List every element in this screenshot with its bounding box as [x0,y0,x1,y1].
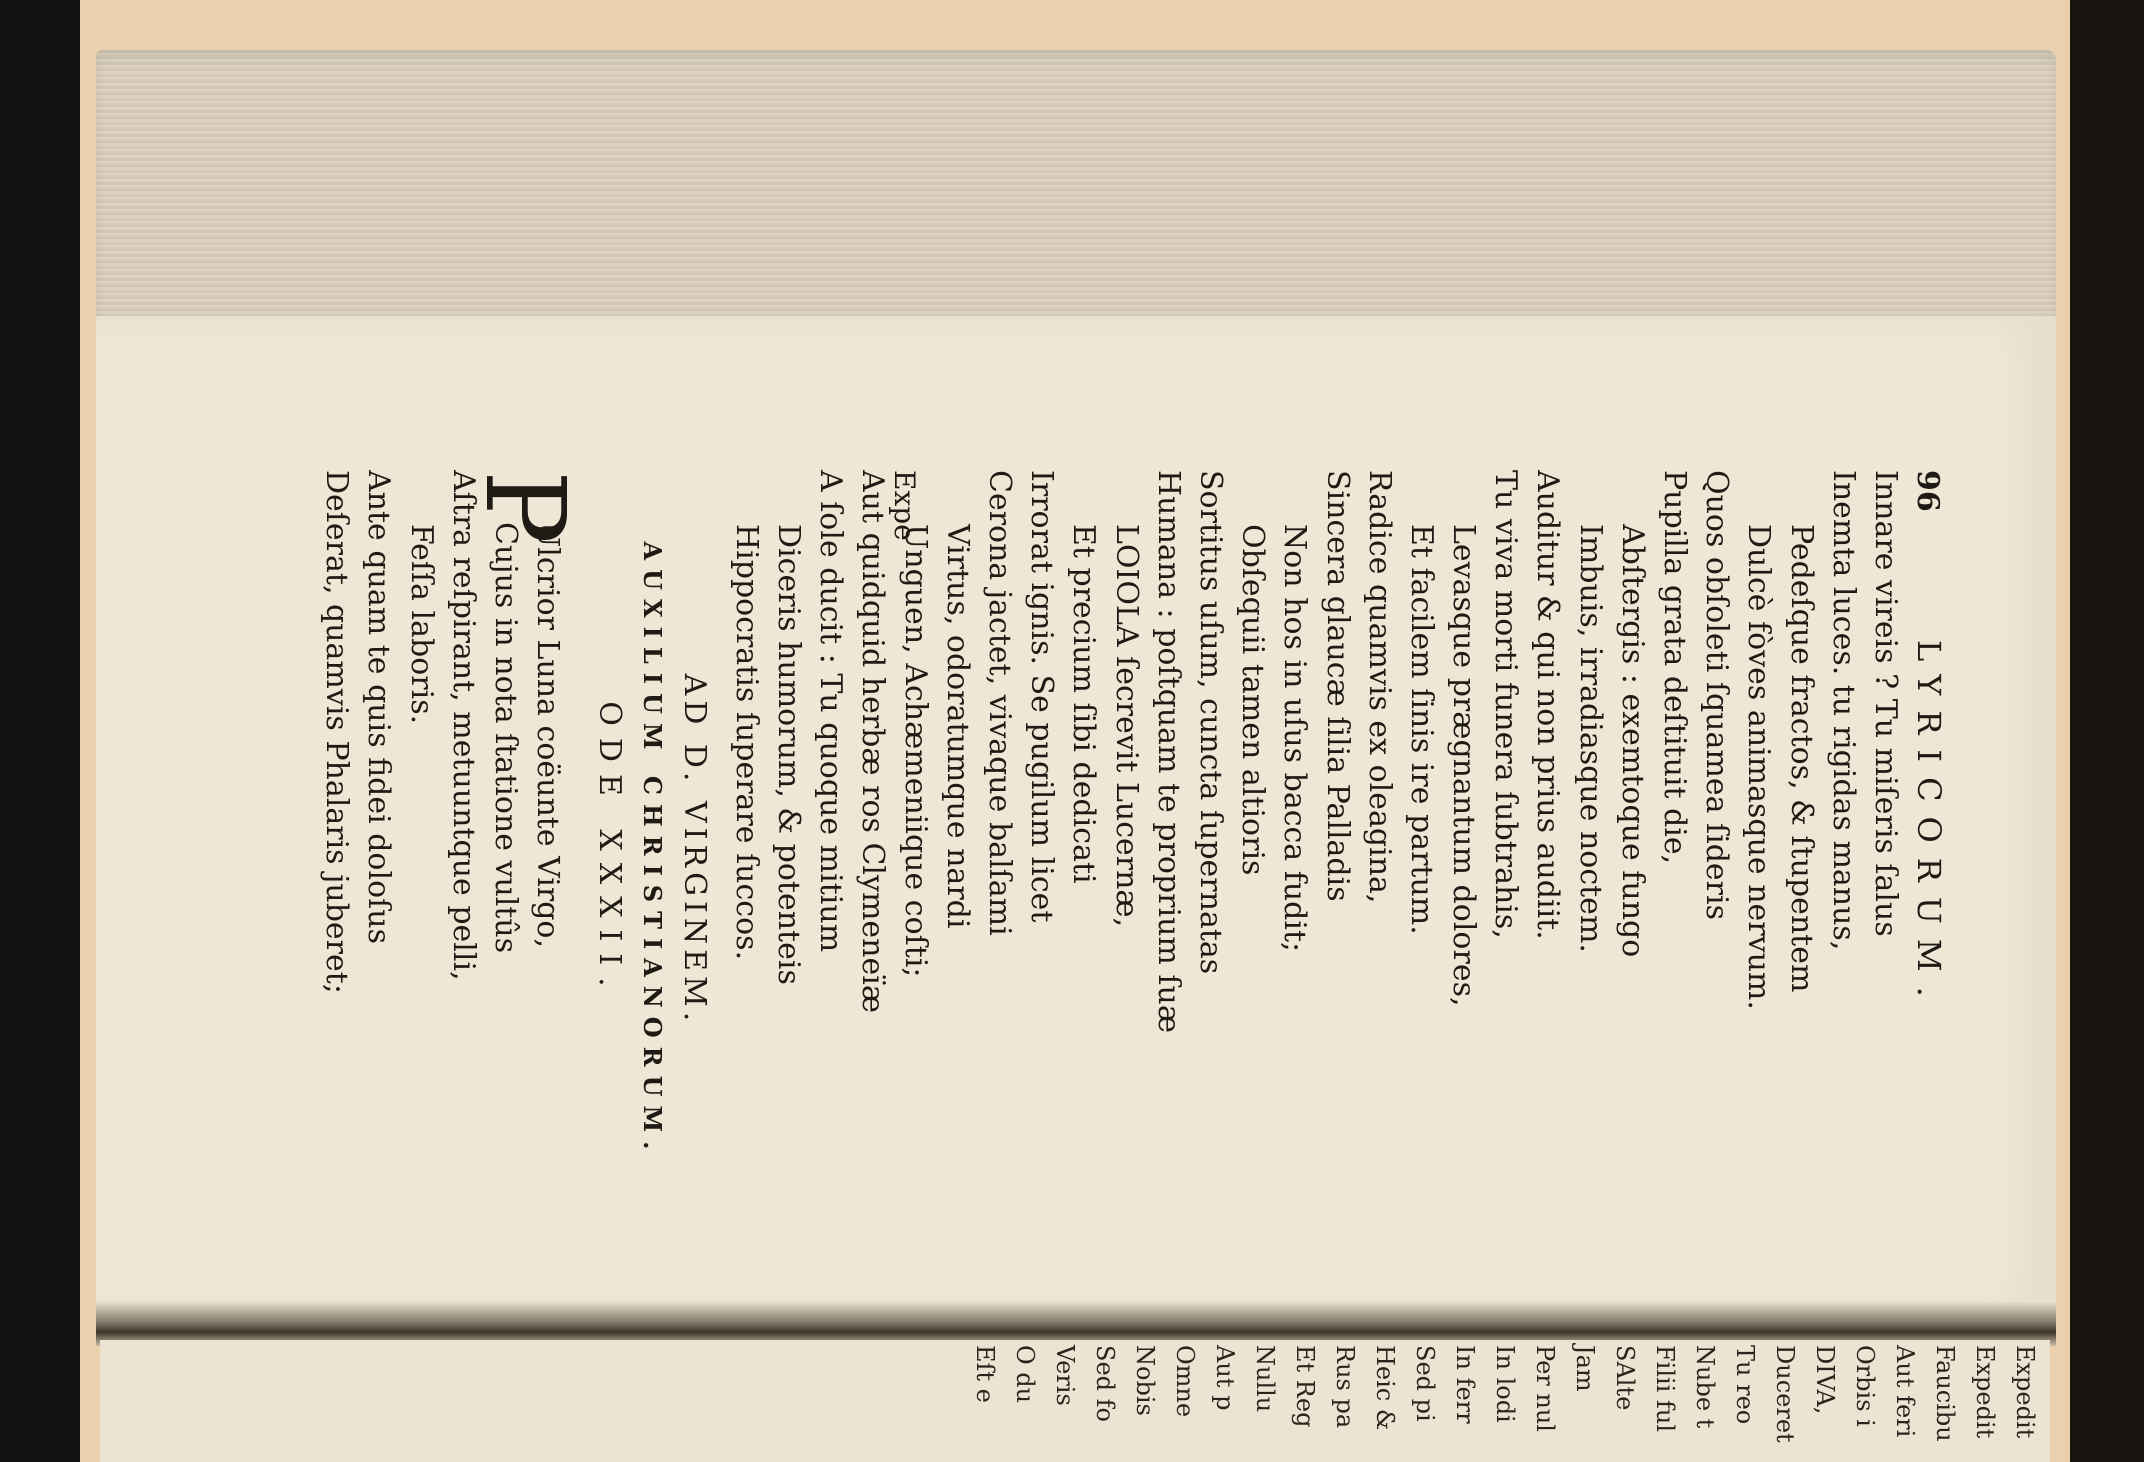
facing-line: Tu reo [1731,1345,1759,1425]
poem-line: Virtus, odoratumque nardi [939,524,975,929]
poem-line: Levasque prægnantum dolores, [1446,524,1482,1007]
ode-line: Deſerat, quamvis Phalaris juberet; [319,470,355,994]
ode-line: Ante quam te quis fidei doloſus [361,470,397,944]
catchword: Expe [888,470,921,541]
poem-line: Imbuis, irradiasque noctem. [1572,524,1608,953]
facing-line: Sed fo [1091,1345,1119,1422]
ode-line: Feſſa laboris. [403,524,439,725]
facing-line: Per nul [1531,1345,1559,1432]
facing-line: Filii ful [1651,1345,1679,1432]
poem-line: Unguen, Achæmeniique coſti; [897,524,933,978]
background-dark-edge [2070,0,2144,1462]
poem-line: LOIOLA ſecrevit Lucernæ, [1108,524,1144,928]
ode-line: Cujus in nota ſtatione vultûs [488,522,523,954]
poem-line: Inemta luces. tu rigidas manus, [1825,470,1861,951]
drop-cap: P [461,470,590,545]
poem-stanzas [725,470,1906,1230]
ode-line: Aſtra reſpirant, metuuntque pelli, [445,470,481,981]
poem-line: Pedeſque fractos, & ſtupentem [1783,524,1819,993]
ode-dedication: AD D. VIRGINEM. [676,673,712,1027]
poem-line: Quos obſoleti ſquamea ſideris [1699,470,1735,920]
facing-line: Nube t [1691,1345,1719,1429]
poem-line: Et facilem ſinis ire partum. [1403,524,1439,935]
poem-line: Irrorat ignis. Se pugilum licet [1024,470,1060,923]
poem-line: Obſequii tamen altioris [1235,524,1271,876]
facing-line: Expedit [2011,1345,2039,1439]
poem-line: Dulcè fòves animasque nervum. [1741,524,1777,1010]
poem-line: Auditur & qui non prius audiit. [1530,470,1566,940]
running-title: LYRICORUM. [1910,640,1948,1012]
poem-line: Abſtergis : exemtoque fungo [1614,524,1650,958]
poem-line: Et precium ſibi dedicati [1066,524,1102,884]
facing-line: In ferr [1451,1345,1479,1424]
facing-line: Jam [1571,1345,1599,1392]
poem-line: A ſole ducit : Tu quoque mitium [813,470,849,953]
facing-line: Orbis i [1851,1345,1879,1427]
facing-line: Expedit [1971,1345,1999,1439]
ode-number: ODE XXXII. [592,701,628,999]
poem-line: Sincera glaucæ ſilia Palladis [1319,470,1355,902]
poem-line: Sortitus uſum, cuncta ſupernatas [1193,470,1228,975]
poem-line: Radice quamvis ex oleagina, [1361,470,1397,904]
facing-line: Heic & [1371,1345,1399,1431]
facing-line: DIVA, [1811,1345,1839,1415]
facing-line: Faucibu [1931,1345,1959,1442]
facing-line: Veris [1051,1345,1079,1406]
poem-line: Non hos in uſus bacca fudit; [1277,524,1313,953]
facing-line: Nobis [1131,1345,1159,1416]
poem-line: Pupilla grata deſtituit die, [1657,470,1693,865]
page-text [315,470,1950,1230]
facing-line: Sed pi [1411,1345,1439,1422]
facing-line: Et Reg [1291,1345,1319,1428]
facing-line: Aut feri [1891,1345,1919,1438]
poem-line: Innare vireis ? Tu miſeris ſalus [1868,470,1903,937]
facing-line: Rus pa [1331,1345,1359,1429]
poem-line: Aut quidquid herbæ ros Clymeneïæ [855,470,891,1014]
facing-line: Omne [1171,1345,1199,1418]
facing-line: SAlte [1611,1345,1639,1411]
running-head [1906,470,1950,1230]
facing-line: Aut p [1211,1345,1239,1411]
poem-line: Tu viva morti funera ſubtrahis, [1488,470,1524,939]
book-page-edges [96,50,2056,320]
poem-line: Humana : poſtquam te proprium ſuæ [1150,470,1186,1034]
poem-line: Hippocratis ſuperare ſuccos. [728,524,764,961]
page-number: 96 [1910,470,1945,512]
facing-line: Eſt e [971,1345,999,1403]
facing-line: Nullu [1251,1345,1279,1413]
ode-line-text: Ulcrior Luna coëunte Virgo, [530,522,566,949]
poem-line: Diceris humorum, & potenteis [771,524,807,985]
poem-line: Cerona jactet, vivaque balſami [982,470,1018,936]
ode-subtitle: AUXILIUM CHRISTIANORUM. [637,541,667,1159]
facing-line: Duceret [1771,1345,1799,1443]
facing-page-text [965,1345,2045,1443]
facing-line: O du [1011,1345,1039,1404]
facing-line: In lodi [1491,1345,1519,1423]
